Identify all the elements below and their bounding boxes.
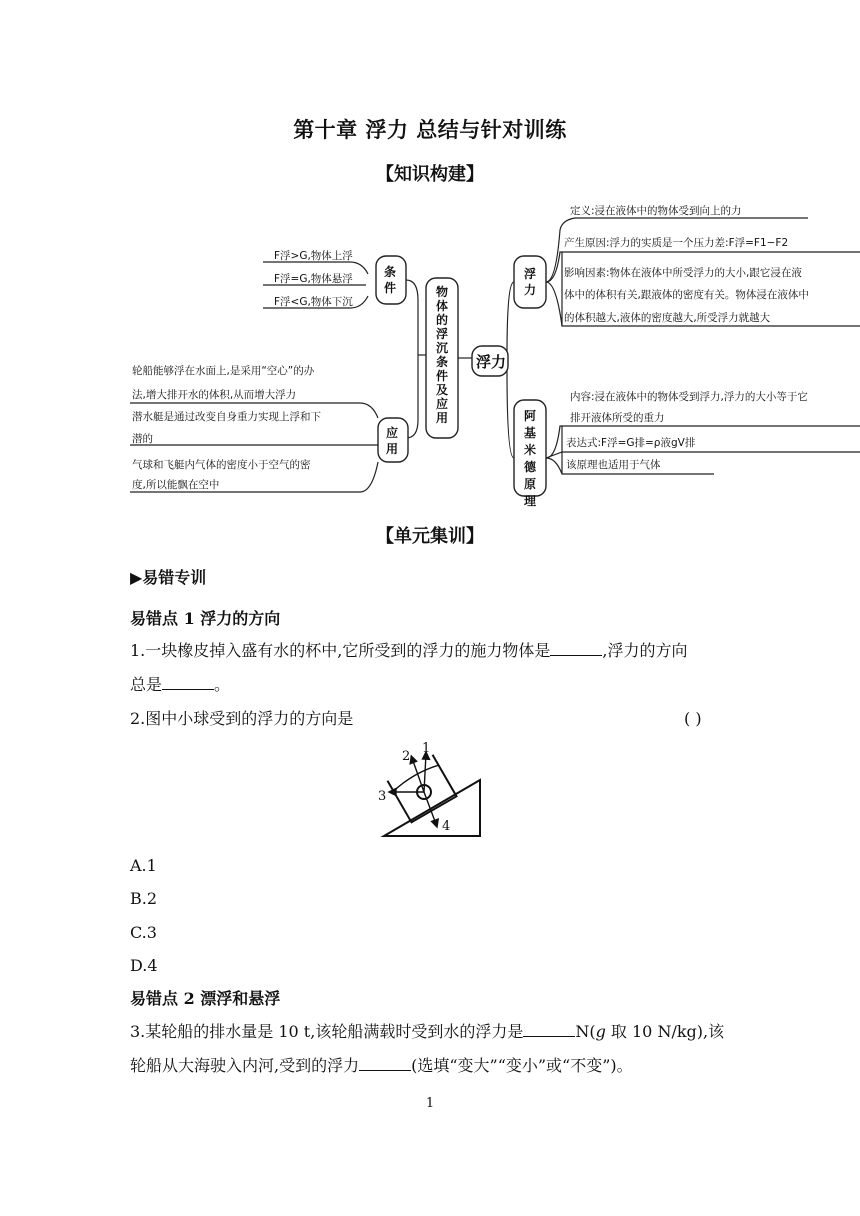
application-item: 度,所以能飘在空中	[132, 479, 220, 491]
archimedes-label-char: 原	[524, 477, 537, 491]
error-point-1-heading: 易错点 1 浮力的方向	[130, 609, 281, 628]
question-1-text-c: 总是	[130, 675, 163, 694]
archimedes-item: 表达式:F浮=G排=ρ液gV排	[566, 437, 696, 449]
condition-item: F浮<G,物体下沉	[274, 296, 353, 308]
application-item: 法,增大排开水的体积,从而增大浮力	[132, 389, 297, 401]
application-item: 轮船能够浮在水面上,是采用“空心”的办	[132, 365, 315, 377]
page-number: 1	[425, 1096, 435, 1111]
question-2: 2.图中小球受到的浮力的方向是	[130, 709, 354, 728]
buoyancy-item-list	[564, 204, 809, 324]
answer-blank-2[interactable]	[162, 673, 214, 690]
answer-blank-1[interactable]	[550, 639, 602, 656]
question-3-text-d: 轮船从大海驶入内河,受到的浮力	[130, 1056, 360, 1075]
condition-item: F浮=G,物体悬浮	[274, 273, 353, 285]
archimedes-label-char: 基	[524, 426, 537, 440]
condition-label: 条件	[384, 265, 397, 295]
archimedes-label-char: 米	[524, 443, 537, 457]
condition-box	[376, 256, 406, 304]
buoyancy-item: 体中的体积有关,跟液体的密度有关。物体浸在液体中	[564, 289, 809, 301]
page-title: 第十章 浮力 总结与针对训练	[293, 117, 567, 142]
center-label: 浮力	[476, 353, 507, 371]
buoyancy-item: 定义:浸在液体中的物体受到向上的力	[570, 205, 742, 217]
archimedes-label-char: 阿	[524, 409, 537, 423]
group-label-char: 条	[436, 355, 449, 369]
buoyancy-label: 浮力	[524, 267, 537, 297]
application-item: 气球和飞艇内气体的密度小于空气的密	[132, 459, 311, 471]
question-1-line-1	[130, 635, 687, 667]
group-label-char: 应	[436, 397, 449, 411]
question-1-text-d: 。	[214, 675, 231, 694]
group-label-char: 件	[436, 369, 449, 383]
incline-ball-figure	[376, 740, 486, 842]
figure-label-1: 1	[422, 741, 431, 756]
group-label-char: 物	[436, 285, 449, 299]
option-d[interactable]: D.4	[130, 956, 158, 975]
group-label-char: 及	[436, 383, 449, 397]
figure-label-2: 2	[402, 749, 411, 764]
error-point-2-heading: 易错点 2 漂浮和悬浮	[130, 989, 281, 1008]
option-a[interactable]: A.1	[130, 856, 157, 875]
answer-blank-3[interactable]	[523, 1020, 575, 1037]
question-2-answer-paren[interactable]: ( )	[684, 709, 702, 728]
question-3-text-c: 取 10 N/kg),该	[605, 1022, 725, 1041]
archimedes-label-char: 理	[524, 494, 537, 508]
application-item: 潜水艇是通过改变自身重力实现上浮和下	[132, 411, 321, 423]
group-label-char: 的	[436, 313, 449, 327]
buoyancy-item: 影响因素:物体在液体中所受浮力的大小,跟它浸在液	[564, 267, 802, 279]
question-1-text: 1.一块橡皮掉入盛有水的杯中,它所受到的浮力的施力物体是	[130, 641, 551, 660]
group-label-char: 浮	[436, 327, 449, 341]
buoyancy-item: 产生原因:浮力的实质是一个压力差:F浮=F1−F2	[564, 237, 789, 249]
question-1-text-b: ,浮力的方向	[602, 641, 688, 660]
knowledge-mindmap	[0, 190, 860, 510]
archimedes-item: 该原理也适用于气体	[566, 459, 661, 471]
condition-list	[274, 249, 353, 308]
application-list	[132, 364, 321, 491]
question-3-line-1	[130, 1016, 724, 1048]
archimedes-item: 排开液体所受的重力	[570, 412, 665, 424]
figure-label-4: 4	[442, 819, 451, 834]
group-label-char: 用	[436, 411, 449, 425]
group-label-char: 沉	[436, 341, 449, 355]
question-1-line-2	[130, 669, 230, 701]
question-3-text-e: (选填“变大”“变小”或“不变”)。	[411, 1056, 633, 1075]
condition-item: F浮>G,物体上浮	[274, 250, 353, 262]
buoyancy-box	[514, 256, 546, 308]
application-item: 潜的	[132, 433, 153, 445]
question-3-line-2	[130, 1050, 633, 1082]
question-3-text-a: 3.某轮船的排水量是 10 t,该轮船满载时受到水的浮力是	[130, 1022, 524, 1041]
archimedes-label-char: 德	[524, 460, 537, 474]
question-3-text-b: N(	[575, 1022, 596, 1041]
section-knowledge-heading: 【知识构建】	[376, 164, 484, 185]
option-c[interactable]: C.3	[130, 923, 157, 942]
container	[387, 755, 456, 823]
symbol-g: g	[595, 1022, 606, 1041]
subsection-heading: ▶易错专训	[130, 568, 207, 587]
application-label: 应用	[386, 426, 399, 456]
archimedes-item-list	[566, 390, 808, 471]
group-label	[436, 284, 448, 425]
buoyancy-item: 的体积越大,液体的密度越大,所受浮力就越大	[564, 312, 771, 324]
incline-wedge	[384, 780, 480, 836]
figure-label-3: 3	[378, 789, 387, 804]
option-b[interactable]: B.2	[130, 889, 158, 908]
answer-blank-4[interactable]	[359, 1054, 411, 1071]
archimedes-item: 内容:浸在液体中的物体受到浮力,浮力的大小等于它	[570, 391, 808, 403]
group-label-char: 体	[436, 299, 449, 313]
section-training-heading: 【单元集训】	[376, 526, 484, 547]
